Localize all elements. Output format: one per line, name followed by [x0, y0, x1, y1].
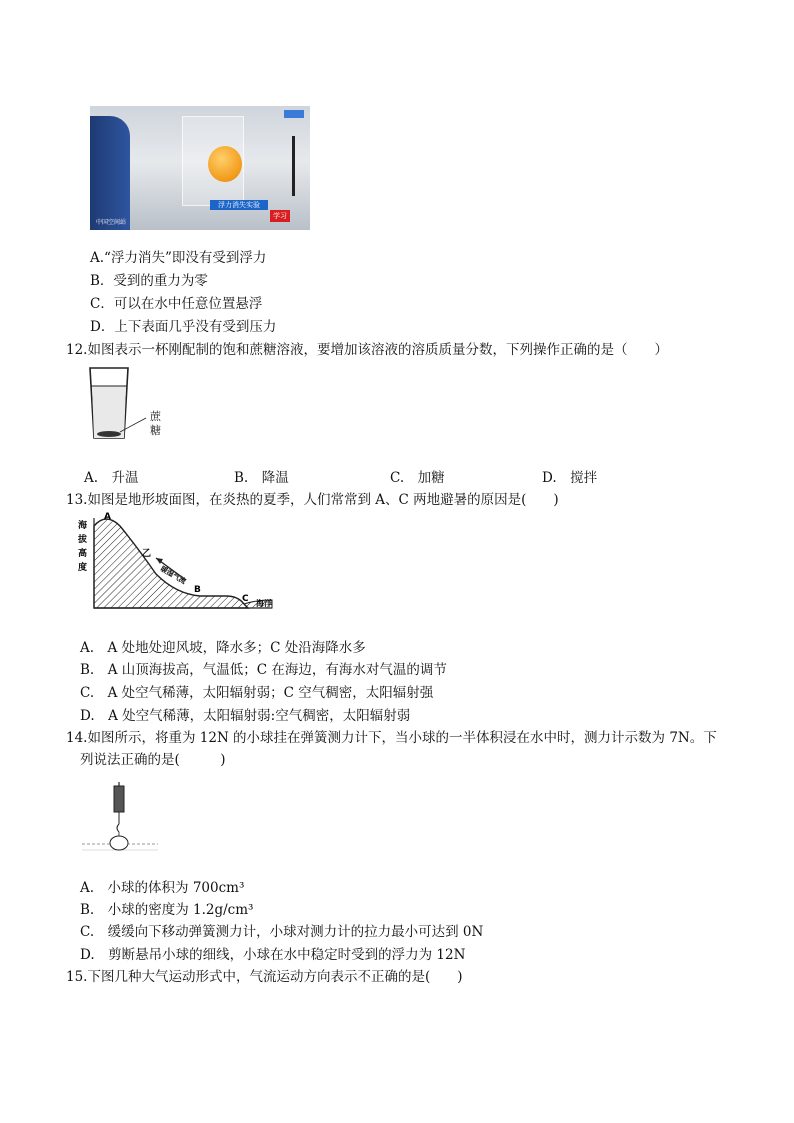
q13-option-c: C. A 处空气稀薄，太阳辐射弱；C 空气稠密，太阳辐射强 [80, 685, 434, 701]
point-c-label: C [242, 594, 249, 604]
q12-option-d: D. 搅拌 [542, 470, 598, 486]
point-a-label: A [104, 512, 111, 522]
ping-pong-ball [208, 146, 242, 182]
airflow-mark: 乙 [142, 549, 152, 559]
photo-caption: 中国空间站 [96, 219, 127, 226]
q12-option-c: C. 加糖 [390, 470, 445, 486]
q14-option-a: A. 小球的体积为 700cm³ [80, 880, 245, 896]
q11-option-a: A.“浮力消失”即没有受到浮力 [90, 250, 267, 266]
axis-label-2: 拔 [78, 535, 88, 545]
q13-stem: 13.如图是地形坡面图，在炎热的夏季，人们常常到 A、C 两地避暑的原因是( ) [66, 492, 559, 508]
ocean-label: 海洋 [256, 599, 272, 608]
q12-stem: 12.如图表示一杯刚配制的饱和蔗糖溶液，要增加该溶液的溶质质量分数，下列操作正确的是（ ） [66, 342, 668, 358]
corner-tag [284, 110, 304, 118]
airflow-label: 暖湿气流 [159, 564, 188, 586]
q13-option-d: D. A 处空气稀薄，太阳辐射弱:空气稠密，太阳辐射弱 [80, 708, 411, 724]
q11-option-c: C．可以在水中任意位置悬浮 [90, 296, 263, 312]
q14-stem-line-2: 列说法正确的是( ) [80, 752, 226, 768]
q14-spring-scale-figure [82, 780, 160, 862]
q12-option-a: A. 升温 [84, 470, 139, 486]
q12-option-b: B. 降温 [234, 470, 289, 486]
q15-stem: 15.下图几种大气运动形式中，气流运动方向表示不正确的是( ) [66, 969, 463, 985]
q12-label-2: 糖 [150, 424, 161, 437]
stick [292, 136, 295, 196]
q13-terrain-figure [76, 508, 276, 620]
axis-label-3: 高 [78, 549, 88, 559]
axis-label-4: 度 [78, 563, 88, 573]
q14-option-b: B. 小球的密度为 1.2g/cm³ [80, 902, 254, 918]
photo-banner: 浮力消失实验 [210, 200, 268, 210]
photo-logo: 学习 [270, 210, 290, 222]
astronaut-figure [90, 116, 130, 230]
q11-photo [90, 106, 310, 230]
q11-option-d: D．上下表面几乎没有受到压力 [90, 319, 277, 335]
q14-stem-line-1: 14.如图所示，将重为 12N 的小球挂在弹簧测力计下，当小球的一半体积浸在水中时，测力计示数为 7N。下 [66, 730, 717, 746]
q14-option-d: D. 剪断悬吊小球的细线，小球在水中稳定时受到的浮力为 12N [80, 947, 466, 963]
q11-option-b: B．受到的重力为零 [90, 273, 208, 289]
q14-option-c: C. 缓缓向下移动弹簧测力计，小球对测力计的拉力最小可达到 0N [80, 924, 484, 940]
q12-label-1: 蔗 [150, 410, 161, 423]
point-b-label: B [194, 585, 201, 595]
q13-option-b: B. A 山顶海拔高，气温低；C 在海边，有海水对气温的调节 [80, 662, 447, 678]
q13-option-a: A. A 处地处迎风坡，降水多；C 处沿海降水多 [80, 640, 366, 656]
q12-beaker-figure [84, 364, 174, 446]
axis-label-1: 海 [78, 521, 88, 531]
